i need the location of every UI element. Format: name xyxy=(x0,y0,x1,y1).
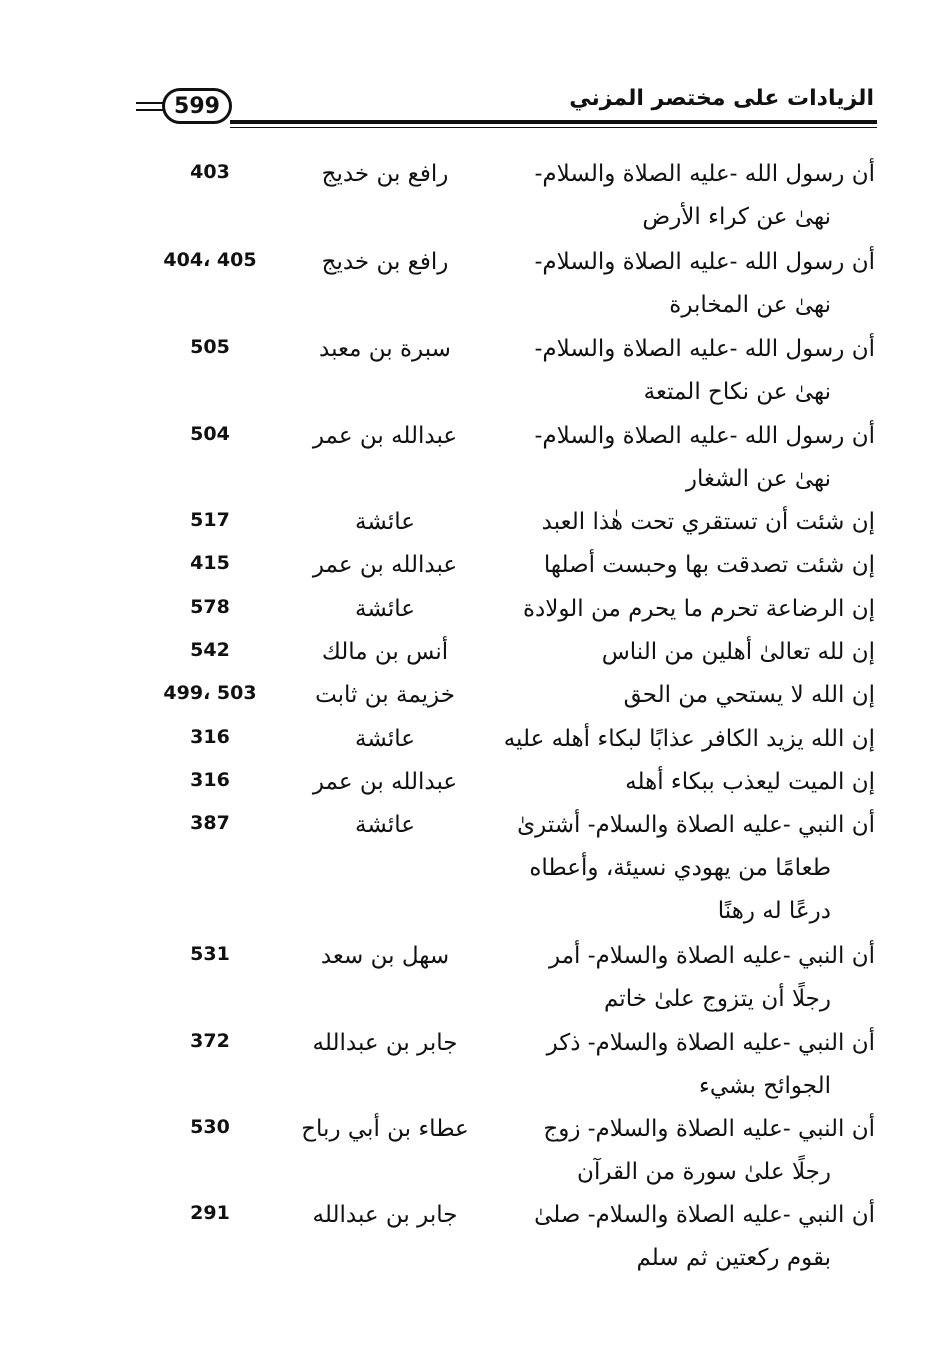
page-reference: 517 xyxy=(190,509,230,531)
hadith-text-line: الجوائح بشيء xyxy=(699,1073,831,1099)
hadith-text xyxy=(535,327,875,413)
hadith-text-line: أن النبي -عليه الصلاة والسلام- أشترىٰ xyxy=(517,812,875,838)
page-reference: 387 xyxy=(190,812,230,834)
hadith-text xyxy=(547,1021,875,1107)
narrator: عائشة xyxy=(355,812,415,838)
hadith-text xyxy=(624,673,875,716)
narrator: عطاء بن أبي رباح xyxy=(301,1116,469,1142)
hadith-text-line: إن الله لا يستحي من الحق xyxy=(623,682,875,708)
hadith-text-line: نهىٰ عن نكاح المتعة xyxy=(643,379,831,405)
page-reference: 530 xyxy=(190,1116,230,1138)
hadith-text-line: إن شئت تصدقت بها وحبست أصلها xyxy=(543,552,875,578)
page-reference: 542 xyxy=(190,639,230,661)
narrator: عائشة xyxy=(355,596,415,622)
page-reference: 316 xyxy=(190,726,230,748)
hadith-text xyxy=(542,500,875,543)
hadith-text xyxy=(504,717,875,760)
hadith-text-line: بقوم ركعتين ثم سلم xyxy=(636,1245,831,1271)
hadith-text xyxy=(534,1193,875,1279)
page-reference: 404، 405 xyxy=(163,249,257,271)
narrator: رافع بن خديج xyxy=(321,249,449,275)
narrator: سهل بن سعد xyxy=(320,943,450,969)
book-title: الزيادات على مختصر المزني xyxy=(569,86,874,111)
hadith-text-line: رجلًا علىٰ سورة من القرآن xyxy=(577,1159,831,1185)
hadith-text-line: إن الميت ليعذب ببكاء أهله xyxy=(625,769,875,795)
page-reference: 505 xyxy=(190,336,230,358)
hadith-text-line: أن النبي -عليه الصلاة والسلام- أمر xyxy=(549,943,875,969)
hadith-text-line: إن الرضاعة تحرم ما يحرم من الولادة xyxy=(522,596,875,622)
hadith-text xyxy=(517,803,875,932)
narrator: خزيمة بن ثابت xyxy=(315,682,455,708)
hadith-text-line: نهىٰ عن الشغار xyxy=(685,466,831,492)
hadith-text-line: أن النبي -عليه الصلاة والسلام- صلىٰ xyxy=(534,1202,875,1228)
hadith-text xyxy=(523,587,875,630)
hadith-text xyxy=(602,630,875,673)
hadith-text-line: إن شئت أن تستقري تحت هٰذا العبد xyxy=(541,509,875,535)
narrator: سبرة بن معبد xyxy=(319,336,451,362)
hadith-text-line: أن رسول الله -عليه الصلاة والسلام- xyxy=(534,161,875,187)
narrator: أنس بن مالك xyxy=(321,639,449,665)
page-reference: 316 xyxy=(190,769,230,791)
narrator: عبدالله بن عمر xyxy=(312,769,458,795)
hadith-text-line: أن رسول الله -عليه الصلاة والسلام- xyxy=(534,423,875,449)
narrator: عبدالله بن عمر xyxy=(312,423,458,449)
narrator: عائشة xyxy=(355,509,415,535)
page-reference: 403 xyxy=(190,161,230,183)
hadith-text-line: طعامًا من يهودي نسيئة، وأعطاه xyxy=(529,855,831,881)
hadith-text-line: درعًا له رهنًا xyxy=(717,898,831,924)
narrator: جابر بن عبدالله xyxy=(312,1030,458,1056)
hadith-text xyxy=(535,152,875,238)
page-reference: 372 xyxy=(190,1030,230,1052)
hadith-text-line: رجلًا أن يتزوج علىٰ خاتم xyxy=(603,986,831,1012)
hadith-text-line: نهىٰ عن المخابرة xyxy=(669,292,831,318)
page-reference: 499، 503 xyxy=(163,682,257,704)
hadith-text-line: أن النبي -عليه الصلاة والسلام- زوج xyxy=(543,1116,875,1142)
hadith-text-line: إن الله يزيد الكافر عذابًا لبكاء أهله عليه xyxy=(503,726,875,752)
page-reference: 291 xyxy=(190,1202,230,1224)
page-reference: 415 xyxy=(190,552,230,574)
hadith-text xyxy=(549,934,875,1020)
hadith-text xyxy=(625,760,875,803)
narrator: عبدالله بن عمر xyxy=(312,552,458,578)
hadith-text xyxy=(544,543,875,586)
narrator: عائشة xyxy=(355,726,415,752)
hadith-text-line: أن رسول الله -عليه الصلاة والسلام- xyxy=(534,336,875,362)
page-reference: 531 xyxy=(190,943,230,965)
page-number: 599 xyxy=(162,88,232,124)
hadith-text xyxy=(535,414,875,500)
page-reference: 504 xyxy=(190,423,230,445)
hadith-text-line: إن لله تعالىٰ أهلين من الناس xyxy=(601,639,875,665)
page-reference: 578 xyxy=(190,596,230,618)
hadith-text xyxy=(543,1107,875,1193)
hadith-text-line: نهىٰ عن كراء الأرض xyxy=(642,204,831,230)
hadith-text-line: أن النبي -عليه الصلاة والسلام- ذكر xyxy=(546,1030,875,1056)
narrator: جابر بن عبدالله xyxy=(312,1202,458,1228)
hadith-text-line: أن رسول الله -عليه الصلاة والسلام- xyxy=(534,249,875,275)
hadith-text xyxy=(535,240,875,326)
narrator: رافع بن خديج xyxy=(321,161,449,187)
